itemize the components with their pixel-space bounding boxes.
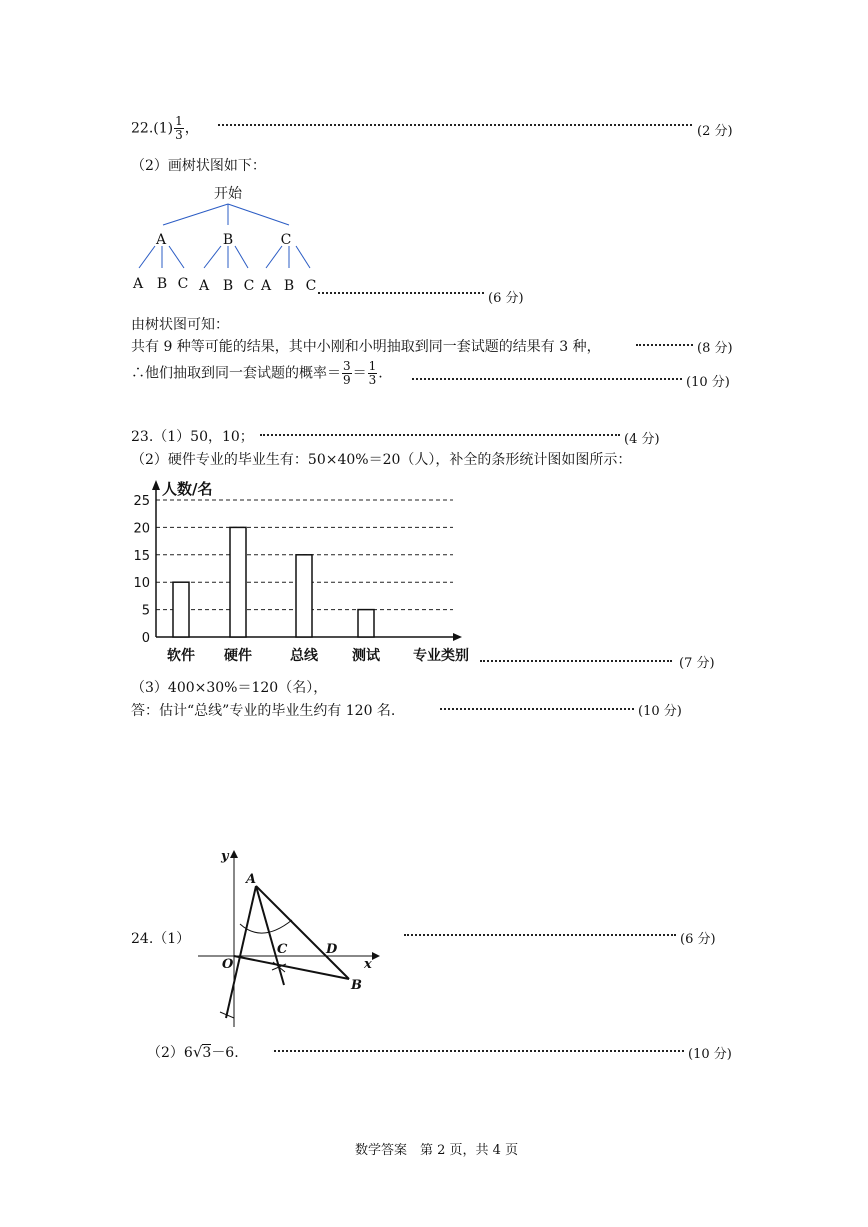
q22-probability: ∴他们抽取到同一套试题的概率＝ $\frac{3}{9}$ ＝ $\frac{1}{3}$ . (131, 359, 383, 387)
leader-dots (412, 378, 682, 380)
label-C: C (277, 942, 288, 957)
tree-branch (266, 246, 282, 268)
y-tick-label: 15 (133, 548, 150, 564)
tree-branch (204, 246, 221, 268)
tree-node: C (280, 232, 292, 248)
y-tick-label: 25 (133, 494, 150, 509)
x-axis-title: 专业类别 (413, 648, 469, 664)
leader-dots (480, 660, 672, 662)
q24-part2-score: (10 分) (688, 1047, 732, 1062)
tree-branch (228, 204, 289, 225)
bar-测试 (358, 610, 374, 637)
line-AO-extended (226, 886, 256, 1018)
tree-branch (296, 246, 310, 268)
leader-dots (274, 1050, 684, 1052)
label-B: B (351, 978, 362, 993)
y-tick-label: 5 (141, 603, 150, 619)
q23-answer: 答：估计“总线”专业的毕业生约有 120 名. (131, 703, 396, 719)
leader-dots (318, 292, 484, 294)
label-y: y (221, 849, 229, 864)
x-tick-label: 硬件 (224, 648, 252, 664)
tree-branch (139, 246, 155, 268)
leader-dots (260, 434, 620, 436)
q24-part2: （2）6√3－6. (147, 1043, 239, 1061)
q23-part2: （2）硬件专业的毕业生有：50×40%＝20（人），补全的条形统计图如图所示： (131, 452, 632, 468)
tree-leaf: A (132, 276, 144, 292)
q22-conclude-2: 共有 9 种等可能的结果，其中小刚和小明抽取到同一套试题的结果有 3 种， (131, 339, 601, 355)
x-axis-arrow (453, 633, 462, 641)
q22-part1-fraction: $\frac{1}{3}$ (175, 114, 183, 142)
prob-fraction: $\frac{3}{9}$ (343, 359, 351, 387)
label-O: O (222, 957, 234, 972)
q23-part3: （3）400×30%＝120（名）， (131, 680, 328, 696)
q22-conclude-2-score: (8 分) (697, 341, 733, 356)
leader-dots (404, 934, 676, 936)
segment-OB (234, 956, 349, 979)
label-x: x (364, 957, 372, 972)
q22-part1: 22.(1) $\frac{1}{3}$ ， (131, 114, 199, 142)
x-axis-arrow (372, 952, 380, 960)
tree-leaf: B (283, 278, 295, 294)
q23-part1-score: (4 分) (624, 432, 660, 447)
tree-leaf: A (198, 278, 210, 294)
leader-dots (440, 708, 634, 710)
tree-node: A (155, 232, 167, 248)
q24-part1-score: (6 分) (680, 932, 716, 947)
y-tick-label: 0 (141, 631, 150, 646)
label-D: D (326, 942, 338, 957)
q22-part1-label: 22.(1) (131, 120, 174, 137)
q22-part2-label: （2）画树状图如下： (131, 158, 266, 174)
tree-diagram (125, 180, 325, 300)
page-footer: 数学答案 第 2 页，共 4 页 (355, 1143, 519, 1158)
y-tick-label: 20 (133, 521, 150, 537)
q23-part1: 23.（1）50，10； (131, 429, 254, 445)
tree-leaf: C (177, 276, 189, 292)
bar-软件 (173, 582, 189, 637)
label-A: A (246, 872, 257, 887)
q23-answer-score: (10 分) (638, 704, 682, 719)
tree-leaf: B (156, 276, 168, 292)
y-axis-arrow (152, 480, 160, 490)
q22-prob-score: (10 分) (686, 375, 730, 390)
q22-conclude-1: 由树状图可知： (131, 317, 229, 333)
x-tick-label: 测试 (352, 648, 380, 664)
q22-part1-score: (2 分) (697, 124, 733, 139)
bar-总线 (296, 555, 312, 637)
y-tick-label: 10 (133, 576, 150, 592)
q23-chart-score: (7 分) (679, 656, 715, 671)
bar-chart (120, 474, 480, 670)
tree-leaf: A (260, 278, 272, 294)
tree-branch (235, 246, 248, 268)
q24-construction-figure (196, 842, 386, 1032)
tree-node: B (222, 232, 234, 248)
bar-硬件 (230, 527, 246, 637)
tree-leaf: C (305, 278, 317, 294)
tree-branch (163, 204, 228, 225)
x-tick-label: 总线 (290, 648, 318, 664)
leader-dots (218, 124, 692, 126)
tree-root: 开始 (214, 186, 242, 202)
q22-tree-score: (6 分) (488, 291, 524, 306)
y-axis-arrow (230, 850, 238, 858)
prob-fraction: $\frac{1}{3}$ (368, 359, 377, 387)
x-tick-label: 软件 (167, 648, 195, 664)
tree-leaf: B (222, 278, 234, 294)
tree-branch (169, 246, 184, 268)
q24-part1-label: 24.（1） (131, 931, 191, 947)
leader-dots (636, 344, 693, 346)
tree-leaf: C (243, 278, 255, 294)
y-axis-title: 人数/名 (162, 480, 213, 498)
